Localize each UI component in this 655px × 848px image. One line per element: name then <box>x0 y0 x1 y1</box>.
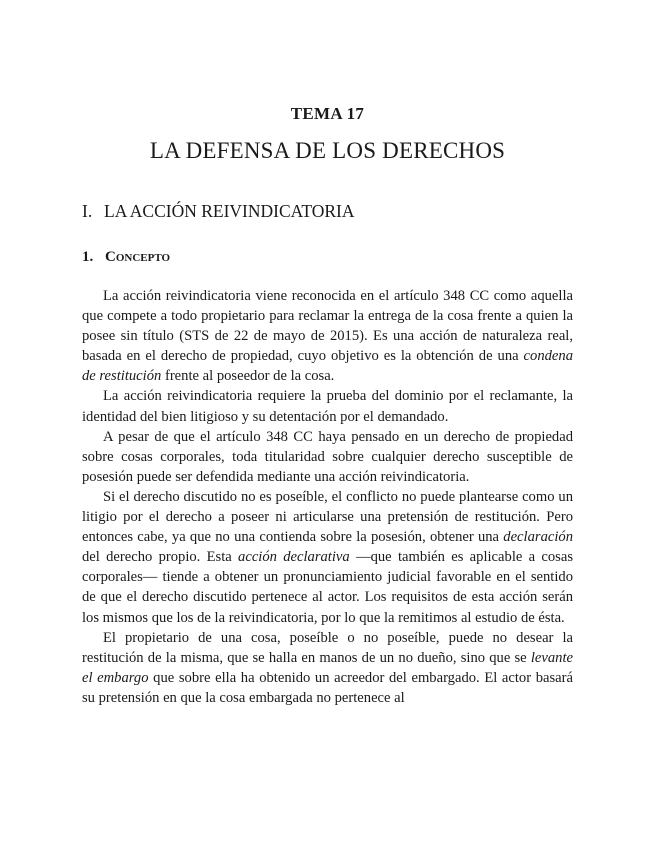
body-text <box>82 286 573 708</box>
paragraph-text: frente al poseedor de la cosa. <box>161 368 335 385</box>
paragraph <box>82 427 573 487</box>
paragraph <box>82 386 573 426</box>
paragraph-text: que sobre ella ha obtenido un acreedor del embargado. El actor basará su pretensión en que la cosa embargada no pertenece al <box>82 669 573 706</box>
section-number: I. <box>82 201 93 221</box>
subsection-number: 1. <box>82 249 94 265</box>
subsection-title: Concepto <box>105 249 171 265</box>
chapter-title: LA DEFENSA DE LOS DERECHOS <box>149 138 506 163</box>
paragraph-text: La acción reivindicatoria viene reconocida en el artículo 348 CC como aquella que compete a todo propietario para reclamar la entrega de la cosa frente a quien la posee sin título (STS de 22 de mayo de 2015). Es una acción de naturaleza real, basada en el derecho de propiedad, cuyo objetivo es la obtención de una <box>82 288 573 365</box>
emphasis-text: declaración <box>503 529 573 546</box>
paragraph <box>82 487 573 628</box>
section-heading <box>82 201 355 222</box>
subsection-heading <box>82 249 170 266</box>
paragraph-text: —que también es aplicable a cosas corporales— tiende a obtener un pronunciamiento judicial favorable en el sentido de que el derecho discutido pertenece al actor. Los requisitos de esta acción serán los mismos que los de la reivindicatoria, por lo que la remitimos al estudio de ésta. <box>82 549 574 626</box>
paragraph <box>82 628 573 708</box>
chapter-label: TEMA 17 <box>290 104 365 123</box>
paragraph-text: Si el derecho discutido no es poseíble, el conflicto no puede plantearse como un litigio por el derecho a poseer ni articularse una pretensión de restitución. Pero entonces cabe, ya que no una contienda sobre la posesión, obtener una <box>82 488 573 546</box>
paragraph-text: A pesar de que el artículo 348 CC haya pensado en un derecho de propiedad sobre cosas corporales, toda titularidad sobre cualquier derecho susceptible de posesión puede ser defendida mediante una acción reivindicatoria. <box>82 428 573 485</box>
emphasis-text: condena de restitución <box>82 348 573 385</box>
paragraph-text: del derecho propio. Esta <box>82 549 239 566</box>
emphasis-text: levante el embargo <box>82 649 573 686</box>
section-title: LA ACCIÓN REIVINDICATORIA <box>104 201 355 221</box>
paragraph-text: El propietario de una cosa, poseíble o no poseíble, puede no desear la restitución de la misma, que se halla en manos de un no dueño, sino que se <box>82 629 573 666</box>
emphasis-text: acción declarativa <box>238 549 350 566</box>
paragraph-text: La acción reivindicatoria requiere la prueba del dominio por el reclamante, la identidad del bien litigioso y su detentación por el demandado. <box>82 388 573 425</box>
paragraph <box>82 286 573 386</box>
